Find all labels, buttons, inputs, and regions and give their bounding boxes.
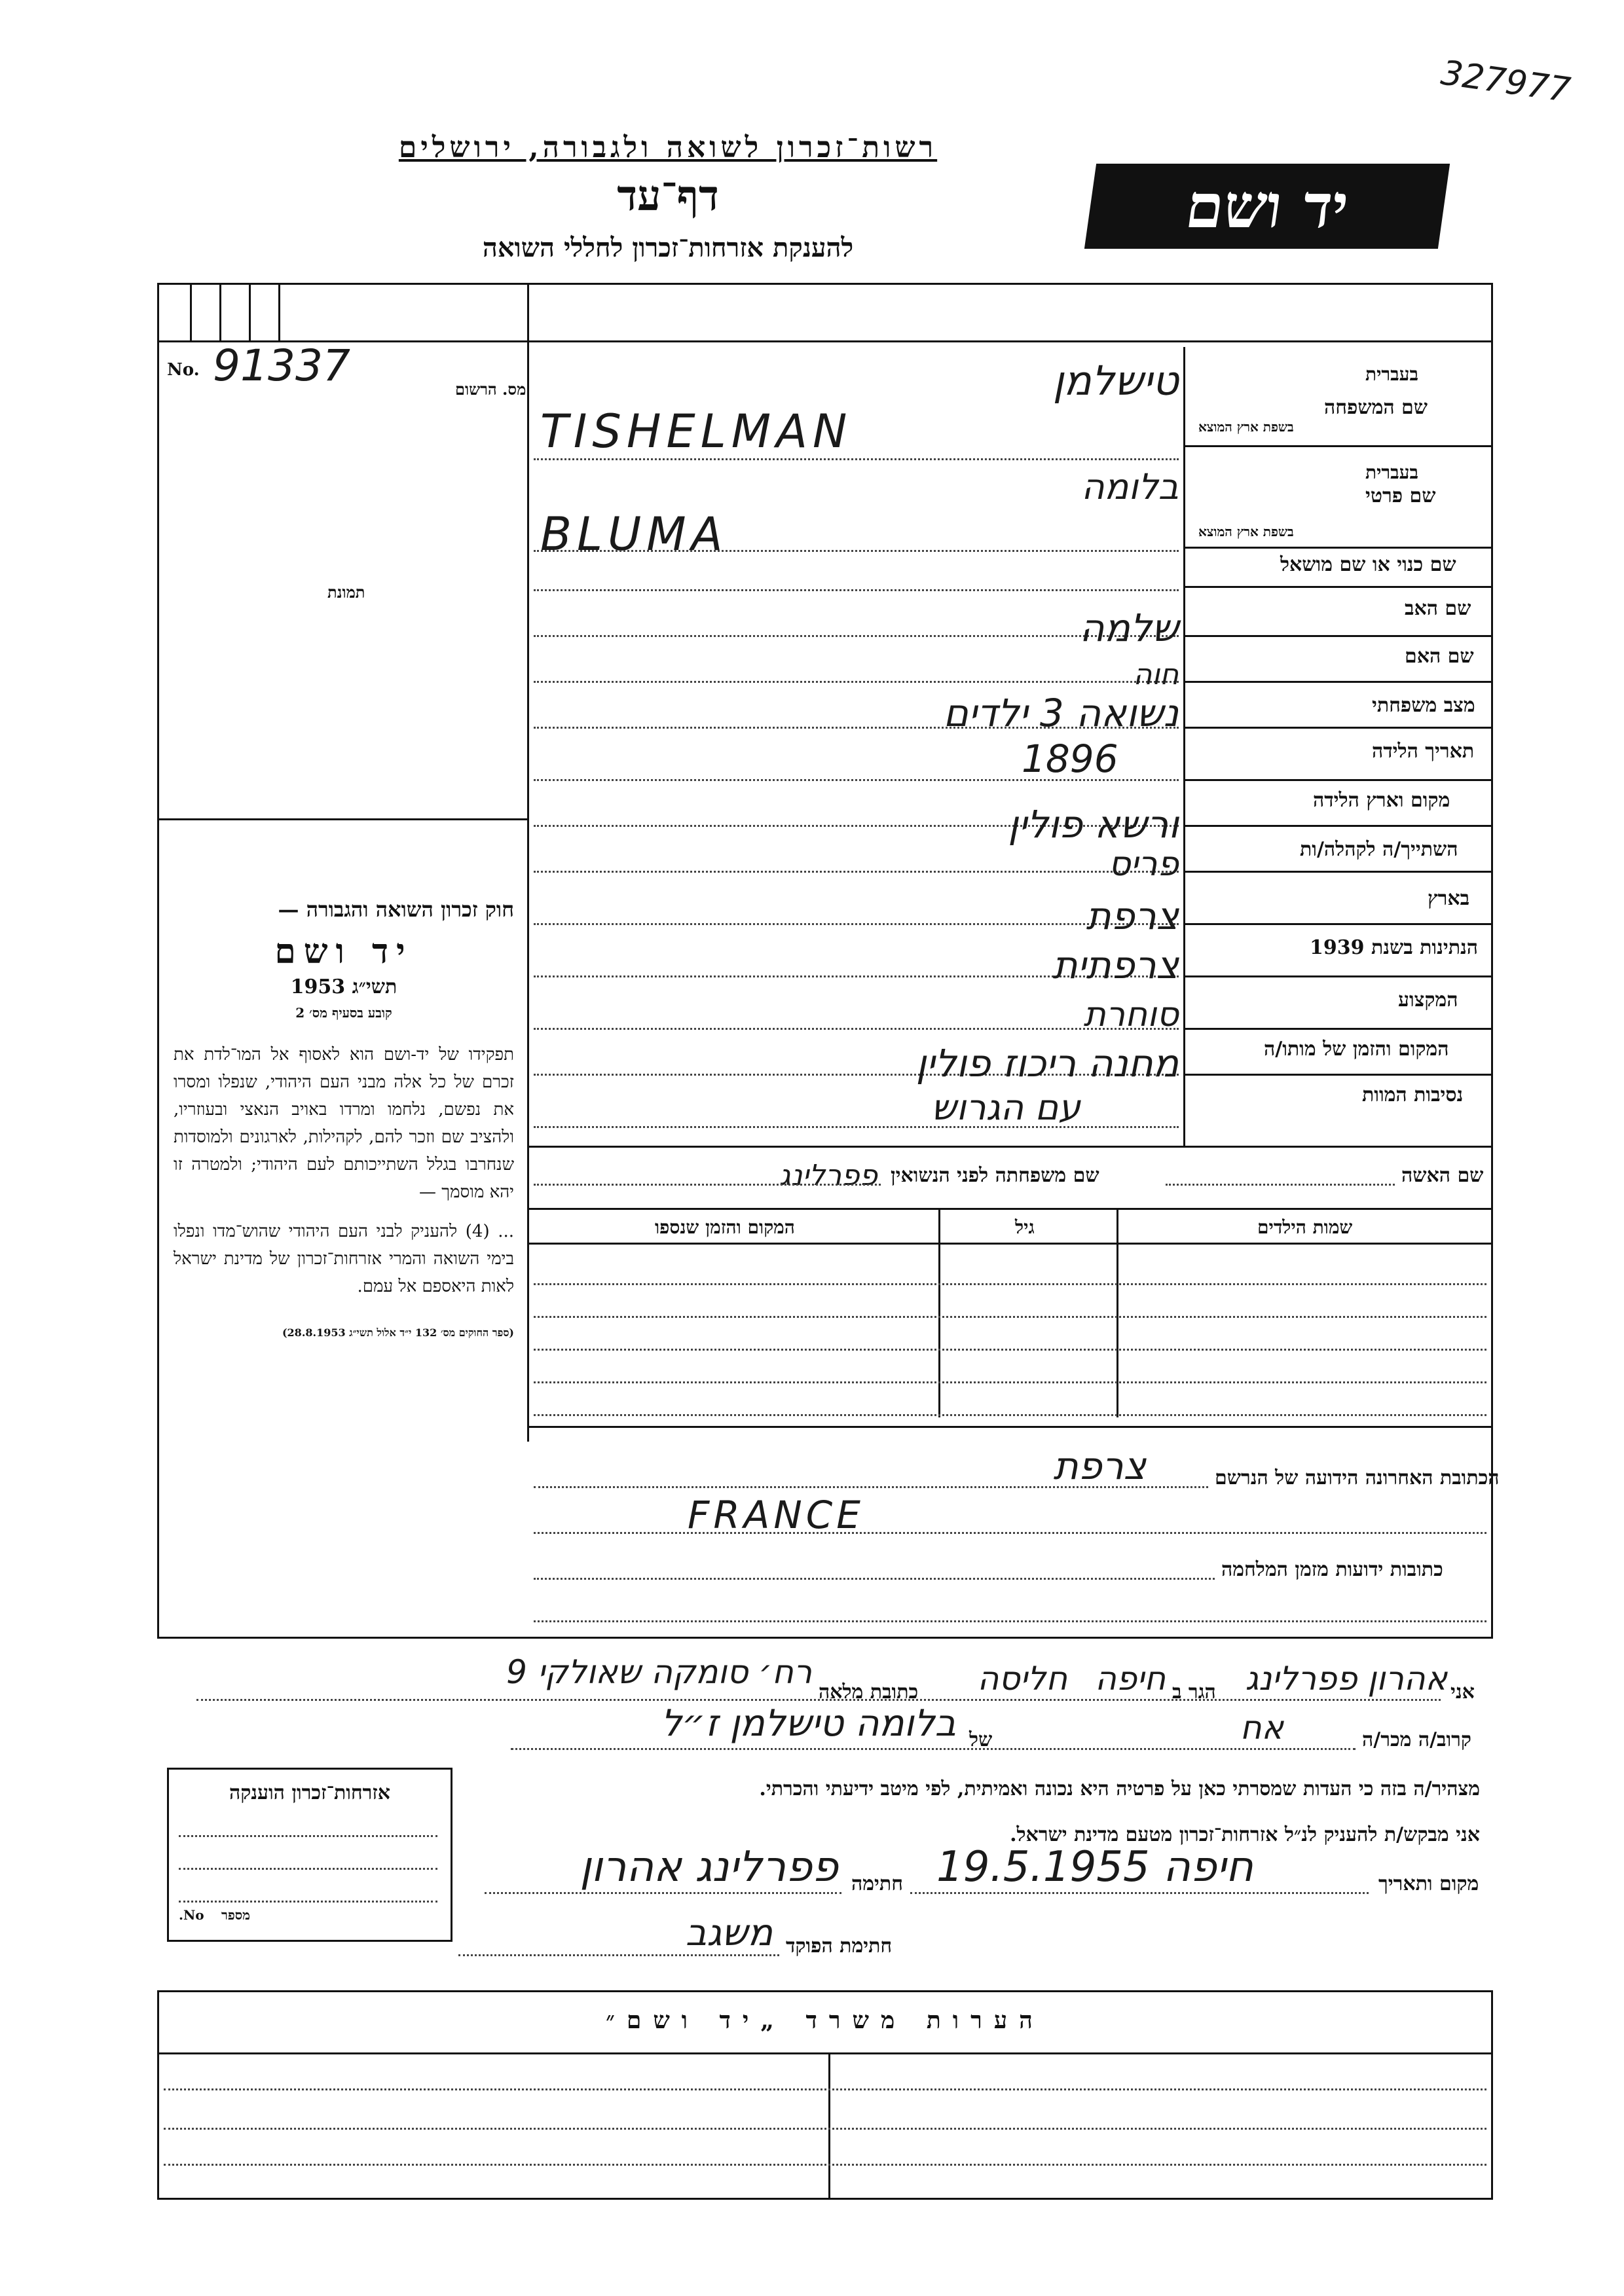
citizenship-box-title: אזרחות־זכרון הוענקה [229, 1781, 391, 1804]
label-family-name: שם המשפחה [1324, 396, 1428, 419]
label-birth-date: תאריך הלידה [1372, 740, 1475, 763]
label-community: השתייך/ה לקהלה/ות [1300, 838, 1458, 861]
value-death-circumstances: עם הגרוש [931, 1087, 1080, 1128]
table-row [534, 1414, 1486, 1416]
children-header-age: גיל [1015, 1216, 1035, 1238]
label-mother: שם האם [1405, 645, 1474, 668]
value-last-address-latin: FRANCE [688, 1493, 864, 1537]
authority-title: רשות־זכרון לשואה ולגבורה, ירושלים [398, 131, 938, 164]
law-title: חוק זכרון השואה והגבורה — [278, 897, 514, 922]
value-full-address: רח׳ סומקה שאולקי 9 [506, 1653, 812, 1691]
registration-no-prefix: No. [167, 360, 200, 380]
value-mother: חוה [1133, 658, 1179, 691]
law-clause: קובע בסעיף מס׳ 2 [295, 1005, 392, 1021]
citizenship-granted-box [167, 1768, 452, 1942]
value-birth-date: 1896 [1022, 737, 1118, 781]
label-death-circumstances: נסיבות המוות [1362, 1084, 1464, 1106]
value-relation: אח [1240, 1709, 1283, 1747]
label-marital: מצב משפחתי [1372, 694, 1475, 717]
yad-vashem-logo [1084, 164, 1450, 249]
value-family-name-hebrew: טישלמן [1052, 357, 1179, 405]
logo-text: יד ושם [1181, 171, 1353, 242]
value-signature: פפרלינג אהרון [580, 1843, 838, 1891]
law-org: יד ושם [274, 932, 413, 972]
label-full-address: כתובת מלאה [819, 1681, 919, 1704]
label-citizenship: הנתינות בשנת 1939 [1310, 936, 1479, 959]
value-street: חליסה [977, 1660, 1067, 1698]
hint-origin-1: בשפת ארץ המוצא [1198, 419, 1294, 435]
label-first-name: שם פרטי [1365, 484, 1436, 507]
value-community: פריס [1108, 845, 1179, 884]
label-signature: חתימה [851, 1872, 903, 1895]
label-lives-in: הגר ב [1172, 1681, 1216, 1704]
label-i: אני [1450, 1681, 1475, 1704]
label-officer-signature: חתימת הפוקד [786, 1935, 893, 1958]
label-last-address: הכתובת האחרונה הידועה של הנרשם [1215, 1467, 1500, 1489]
hint-hebrew-2: בעברית [1365, 462, 1419, 483]
citizenship-box-number-label: מספר [221, 1907, 250, 1923]
law-box [174, 897, 514, 1339]
value-first-name-hebrew: בלומה [1081, 466, 1179, 507]
children-header-place: המקום והזמן שנספו [655, 1216, 795, 1238]
law-paragraph-2: ... (4) להעניק לבני העם היהודי שהוש־מדו ונפלו בימי השואה והמרי אזרחות־זכרון של מדינת ישראל לאות היאספם אל עמם. [174, 1222, 514, 1296]
value-place-date: חיפה 19.5.1955 [936, 1843, 1253, 1891]
label-place-date: מקום ותאריך [1378, 1872, 1479, 1895]
registration-stamp: 327977 [1438, 53, 1573, 111]
registration-label: מס. הרשום [455, 380, 526, 399]
value-profession: סוחרת [1083, 995, 1179, 1034]
value-death-place: מחנה ריכוז פולין [915, 1041, 1179, 1085]
label-of: של [969, 1728, 993, 1751]
children-header-names: שמות הילדים [1257, 1216, 1353, 1238]
request-text: אני מבקש/ת להעניק לנ״ל אזרחות־זכרון מטעם מדינת ישראל. [1010, 1823, 1480, 1846]
value-citizenship: צרפתית [1052, 943, 1179, 987]
value-of-name: בלומה טישלמן ז״ל [661, 1702, 956, 1745]
value-marital: נשואה 3 ילדים [943, 691, 1179, 735]
label-relative: קרוב/ה מכר/ה [1362, 1728, 1471, 1751]
page-subtitle: להענקת אזרחות־זכרון לחללי השואה [482, 232, 854, 263]
table-row [534, 1316, 1486, 1318]
hint-origin-2: בשפת ארץ המוצא [1198, 524, 1294, 539]
citizenship-box-no: No. [179, 1907, 204, 1923]
declaration-text: מצהיר/ה בזה כי העדות שמסרתי כאן על פרטיה היא נכונה ואמיתית, לפי מיטב ידיעתי והכרתי. [759, 1777, 1480, 1800]
label-death-place: המקום והזמן של מותו/ה [1264, 1038, 1449, 1061]
label-wife-maiden: שם משפחתה לפני הנשואין [891, 1164, 1099, 1187]
office-notes-title: הערות משרד „יד ושם״ [606, 2007, 1044, 2034]
value-family-name-latin: TISHELMAN [540, 405, 853, 458]
label-birth-place: מקום וארץ הלידה [1313, 789, 1450, 812]
table-row [534, 1381, 1486, 1383]
registration-number: 91337 [213, 340, 350, 391]
label-nickname: שם כנוי או שם מושאל [1280, 553, 1456, 576]
value-birth-place: ורשא פולין [1008, 802, 1179, 847]
label-profession: המקצוע [1398, 989, 1458, 1011]
page-title: דף־עד [617, 172, 719, 221]
label-country: בארץ [1428, 887, 1470, 910]
value-country: צרפת [1086, 894, 1179, 938]
value-officer-signature: משגב [685, 1912, 773, 1954]
label-father: שם האב [1405, 597, 1471, 620]
value-declarant-name: אהרון פפרלינג [1245, 1660, 1447, 1698]
law-year: תשי״ג 1953 [290, 975, 397, 998]
law-footnote: (ספר החוקים מס׳ 132 י״ד אלול תשי״ג 28.8.1953) [282, 1326, 514, 1339]
table-row [534, 1349, 1486, 1351]
table-row [534, 1283, 1486, 1285]
value-last-address: צרפת [1053, 1444, 1146, 1488]
hint-hebrew-1: בעברית [1365, 363, 1419, 385]
value-first-name-latin: BLUMA [540, 507, 728, 561]
photo-label: תמונת [327, 583, 365, 602]
value-wife-maiden: פפרלינג [779, 1159, 877, 1192]
label-wife: שם האשה [1401, 1164, 1484, 1187]
label-war-address: כתובות ידועות מזמן המלחמה [1221, 1558, 1443, 1581]
value-city: חיפה [1095, 1660, 1166, 1698]
law-paragraph-1: תפקידו של יד-ושם הוא לאסוף אל המו־לדת את זכרם של כל אלה מבני העם היהודי, שנפלו ומסרו את נפשם, נלחמו ומרדו באויב הנאצי ובעוזריו, ולהציב שם וזכר להם, לקהילות, לארגונים ולמוסדות שנחרבו בגלל השתייכותם לעם היהודי; ולמטרה זו יהא מוסמך — [174, 1045, 514, 1202]
value-father: שלמה [1079, 606, 1179, 650]
